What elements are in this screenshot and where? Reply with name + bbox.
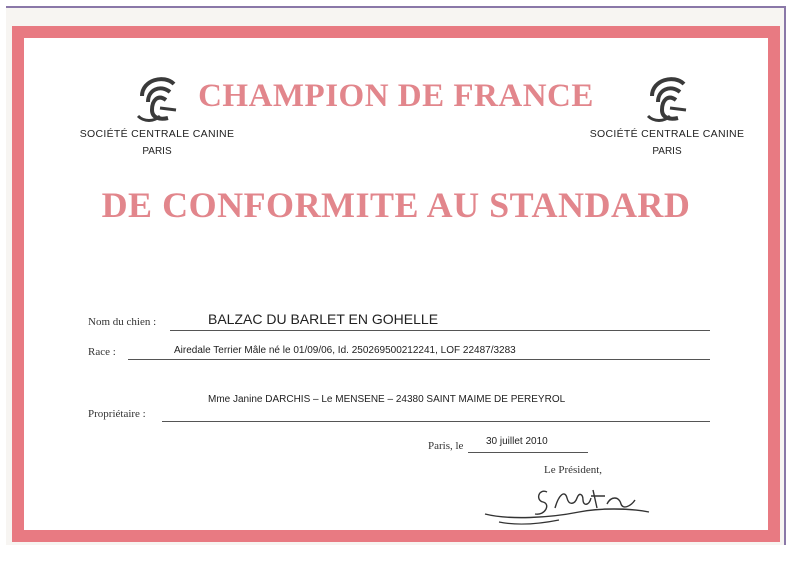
logo-right-name: SOCIÉTÉ CENTRALE CANINE (589, 128, 745, 140)
certificate-body (24, 38, 768, 530)
breed-value: Airedale Terrier Mâle né le 01/09/06, Id. 250269500212241, LOF 22487/3283 (174, 345, 516, 356)
breed-line (128, 359, 710, 360)
dog-name-line (170, 330, 710, 331)
president-label: Le Président, (544, 464, 603, 476)
dog-name-value: BALZAC DU BARLET EN GOHELLE (208, 311, 439, 327)
signature-icon (479, 478, 659, 528)
logo-left-city: PARIS (142, 146, 172, 157)
certificate-sheet (6, 6, 786, 545)
logo-left-name: SOCIÉTÉ CENTRALE CANINE (79, 128, 235, 140)
logo-right-city: PARIS (652, 146, 682, 157)
owner-label: Propriétaire : (88, 408, 146, 420)
date-value: 30 juillet 2010 (486, 436, 548, 447)
owner-line (162, 421, 710, 422)
certificate-frame (12, 26, 780, 542)
certificate-title-line1: CHAMPION DE FRANCE (198, 78, 594, 114)
owner-value: Mme Janine DARCHIS – Le MENSENE – 24380 SAINT MAIME DE PEREYROL (208, 394, 566, 405)
date-line (468, 452, 588, 453)
place-label: Paris, le (428, 440, 464, 452)
certificate-title-line2: DE CONFORMITE AU STANDARD (101, 185, 691, 225)
breed-label: Race : (88, 346, 116, 358)
dog-name-label: Nom du chien : (88, 316, 157, 328)
